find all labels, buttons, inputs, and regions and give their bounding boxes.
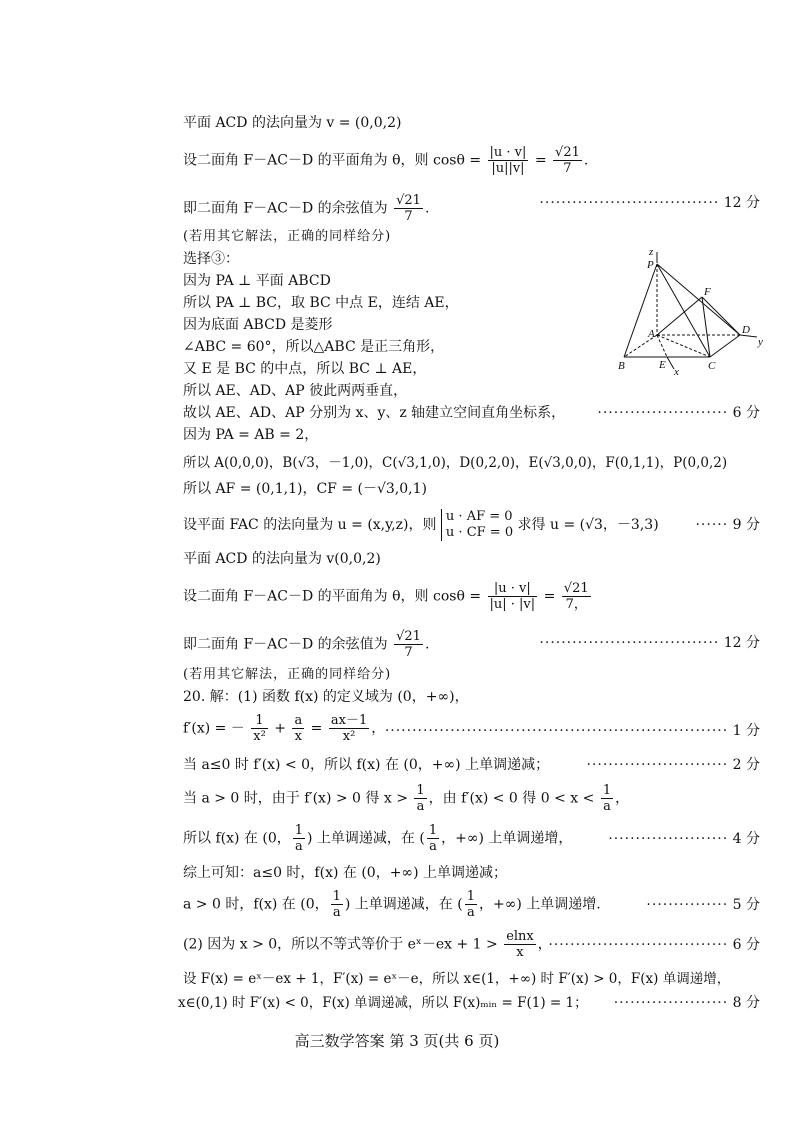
deriv-n3: ax－1 <box>330 713 368 728</box>
score-12-label: 12 分 <box>723 195 760 211</box>
cos-eq: = <box>534 152 547 169</box>
b5-n2: 1 <box>428 823 438 838</box>
cosine-prefix: 即二面角 F－AC－D 的余弦值为 <box>183 200 388 217</box>
score-6-label: 6 分 <box>732 405 760 421</box>
cos2-eq: = <box>543 588 556 605</box>
cos-rnum: √21 <box>555 145 580 160</box>
line-b4 <box>183 783 629 814</box>
line-b10: x∈(0,1) 时 F′(x) < 0，F(x) 单调递减，所以 F(x)ₘᵢₙ = F(1) = 1； <box>178 995 588 1011</box>
b5-frac-2 <box>427 823 439 854</box>
score-12-b: ································· 12 分 <box>539 635 760 651</box>
b8-prefix: (2) 因为 x > 0，所以不等式等价于 eˣ－ex + 1 > <box>183 936 498 953</box>
deriv-frac-2 <box>292 713 304 744</box>
score-8: ····················· 8 分 <box>613 995 760 1011</box>
line-normal-vector-v: 平面 ACD 的法向量为 v = (0,0,2) <box>183 115 402 131</box>
label-z: z <box>649 247 654 258</box>
score-5-label: 5 分 <box>732 897 760 913</box>
page-footer: 高三数学答案 第 3 页(共 6 页) <box>294 1032 500 1050</box>
score-6-a: ························ 6 分 <box>597 405 760 421</box>
line-derivative <box>183 713 385 744</box>
b4-frac-2 <box>601 783 613 814</box>
score-9-label: 9 分 <box>732 517 760 533</box>
line-a4: ∠ABC = 60°，所以△ABC 是正三角形， <box>183 339 445 355</box>
edge-AC <box>657 335 710 357</box>
cos-result <box>553 145 582 176</box>
score-1-label: 1 分 <box>732 723 760 739</box>
b5-frac-1 <box>293 823 305 854</box>
b8-frac <box>504 929 536 960</box>
score-4: ······················ 4 分 <box>608 831 760 847</box>
label-P: P <box>647 259 654 271</box>
line-b9: 设 F(x) = eˣ－ex + 1，F′(x) = eˣ－e，所以 x∈(1，+∞) 时 F′(x) > 0，F(x) 单调递增， <box>183 971 731 987</box>
line-cosine-value: 即二面角 F－AC－D 的余弦值为 $\frac{√21}{7}$ . <box>183 193 430 224</box>
label-C: C <box>708 360 716 372</box>
b7-n2: 1 <box>466 889 475 904</box>
line-b7 <box>183 889 601 920</box>
b7-frac-1 <box>331 889 343 920</box>
cos2-den: |u| · |v| <box>489 597 536 612</box>
deriv-frac-3 <box>329 713 369 744</box>
line-a6: 所以 AE、AD、AP 彼此两两垂直， <box>183 383 408 399</box>
b4-d2: a <box>601 798 613 814</box>
equation-system <box>441 509 513 541</box>
cos-prefix: 设二面角 F－AC－D 的平面角为 θ，则 cosθ = <box>183 152 482 169</box>
label-x: x <box>674 366 679 377</box>
line-a5: 又 E 是 BC 的中点，所以 BC ⊥ AE， <box>183 361 427 377</box>
b8-den: x <box>504 944 536 960</box>
b7-prefix: a > 0 时，f(x) 在 (0， <box>183 896 329 913</box>
deriv-prefix: f′(x) = － <box>183 720 245 737</box>
b4-n2: 1 <box>602 783 612 798</box>
deriv-frac-1 <box>251 713 268 744</box>
label-y: y <box>758 336 763 348</box>
system-row-2: u · CF = 0 <box>445 525 514 540</box>
deriv-n1: 1 <box>255 713 264 728</box>
edge-FD <box>702 297 740 335</box>
edge-AE <box>657 335 667 357</box>
pyramid-figure <box>612 247 772 377</box>
cos-num: |u · v| <box>489 145 527 160</box>
deriv-d3: x² <box>329 728 369 744</box>
line-b8 <box>183 929 552 960</box>
cosine2-den: 7 <box>394 644 423 660</box>
normal-u-result: 求得 u = (√3，－3,3) <box>517 517 659 533</box>
note-alt-method-2: (若用其它解法，正确的同样给分) <box>183 667 392 682</box>
cos2-fraction <box>488 581 538 612</box>
score-5: ··············· 5 分 <box>646 897 760 913</box>
deriv-plus: + <box>274 720 286 737</box>
score-12b-label: 12 分 <box>723 635 760 651</box>
line-a8: 因为 PA = AB = 2， <box>183 427 319 443</box>
b4-frac-1 <box>414 783 426 814</box>
b4-mid: ，由 f′(x) < 0 得 0 < x < <box>428 790 595 807</box>
score-6b-label: 6 分 <box>732 937 760 953</box>
label-B: B <box>618 360 625 372</box>
cosine2-prefix: 即二面角 F－AC－D 的余弦值为 <box>183 636 388 653</box>
b4-end: ， <box>615 790 630 807</box>
b5-d2: a <box>427 838 439 854</box>
deriv-eq: = <box>310 720 323 737</box>
x-axis <box>667 357 674 369</box>
b5-end: ，+∞) 上单调递增， <box>441 830 573 847</box>
label-F: F <box>704 286 711 298</box>
line-a2: 所以 PA ⊥ BC，取 BC 中点 E，连结 AE， <box>183 295 459 311</box>
cos-fraction <box>488 145 529 176</box>
choose-3: 选择③： <box>183 251 239 267</box>
cosine-fraction <box>394 193 423 224</box>
b5-prefix: 所以 f(x) 在 (0， <box>183 830 291 847</box>
cos2-prefix: 设二面角 F－AC－D 的平面角为 θ，则 cosθ = <box>183 588 482 605</box>
b8-end: ， <box>537 936 552 953</box>
cos2-rnum: √21 <box>563 581 589 596</box>
score-8-label: 8 分 <box>732 995 760 1011</box>
b7-d2: a <box>465 904 477 920</box>
b5-d1: a <box>293 838 305 854</box>
edge-PC <box>657 264 710 357</box>
line-b1: 20. 解：(1) 函数 f(x) 的定义域为 (0，+∞)， <box>183 689 469 705</box>
line-a1: 因为 PA ⊥ 平面 ABCD <box>183 273 331 289</box>
b7-end: ，+∞) 上单调递增. <box>479 896 601 913</box>
line-a7: 故以 AE、AD、AP 分别为 x、y、z 轴建立空间直角坐标系， <box>183 405 566 421</box>
line-cos-theta-2 <box>183 581 593 612</box>
score-2: ·························· 2 分 <box>586 757 760 773</box>
line-vectors: 所以 AF = (0,1,1)，CF = (－√3,0,1) <box>183 481 427 497</box>
b4-d1: a <box>414 798 426 814</box>
score-1: ······························································· 1 分 <box>384 723 760 739</box>
label-D: D <box>742 324 750 336</box>
cosine-den: 7 <box>394 208 423 224</box>
line-a3: 因为底面 ABCD 是菱形 <box>183 317 333 333</box>
score-9: ······ 9 分 <box>695 517 760 533</box>
cosine-num: √21 <box>396 193 421 208</box>
edge-PB <box>624 264 657 357</box>
system-row-1: u · AF = 0 <box>445 509 513 524</box>
line-coordinates: 所以 A(0,0,0)，B(√3，－1,0)，C(√3,1,0)，D(0,2,0)，E(√3,0,0)，F(0,1,1)，P(0,0,2) <box>183 455 728 471</box>
line-a12: 平面 ACD 的法向量为 v(0,0,2) <box>183 551 381 567</box>
cosine2-fraction <box>394 629 423 660</box>
cos2-num: |u · v| <box>493 581 531 596</box>
line-b6: 综上可知：a≤0 时，f(x) 在 (0，+∞) 上单调递减； <box>183 865 508 881</box>
b7-frac-2 <box>465 889 477 920</box>
line-b3: 当 a≤0 时 f′(x) < 0，所以 f(x) 在 (0，+∞) 上单调递减； <box>183 757 550 773</box>
normal-u-prefix: 设平面 FAC 的法向量为 u = (x,y,z)，则 <box>183 517 437 533</box>
deriv-end: ， <box>371 720 386 737</box>
b5-n1: 1 <box>294 823 304 838</box>
score-2-label: 2 分 <box>732 757 760 773</box>
b7-mid: ) 上单调递减，在 ( <box>344 896 463 913</box>
b7-d1: a <box>331 904 343 920</box>
line-b5 <box>183 823 572 854</box>
cos-den: |u||v| <box>488 160 529 176</box>
cos-rden: 7 <box>553 160 582 176</box>
cos2-rden: 7， <box>562 596 591 612</box>
note-alt-method-1: (若用其它解法，正确的同样给分) <box>183 229 392 244</box>
b5-mid: ) 上单调递减，在 ( <box>307 830 425 847</box>
b4-n1: 1 <box>416 783 425 798</box>
deriv-d1: x² <box>253 729 266 744</box>
cos2-result <box>562 581 591 612</box>
b4-prefix: 当 a > 0 时，由于 f′(x) > 0 得 x > <box>183 790 408 807</box>
label-A: A <box>648 328 655 340</box>
b7-n1: 1 <box>332 889 341 904</box>
edge-CD <box>710 335 740 357</box>
score-4-label: 4 分 <box>732 831 760 847</box>
score-6-b: ································· 6 分 <box>548 937 760 953</box>
deriv-d2: x <box>292 728 304 744</box>
b8-num: elnx <box>506 929 534 944</box>
cosine2-num: √21 <box>396 629 421 644</box>
line-normal-u <box>183 509 659 541</box>
score-12-a: ································· 12 分 <box>539 195 760 211</box>
label-E: E <box>659 359 666 371</box>
deriv-n2: a <box>294 713 303 728</box>
line-cosine-value-2: 即二面角 F－AC－D 的余弦值为 $\frac{√21}{7}$ . <box>183 629 430 660</box>
line-cos-theta: 设二面角 F－AC－D 的平面角为 θ，则 cosθ = $\frac{|u \cdot v|}{|u||v|}$ = $\frac{√21}{7}$ . <box>183 145 589 176</box>
